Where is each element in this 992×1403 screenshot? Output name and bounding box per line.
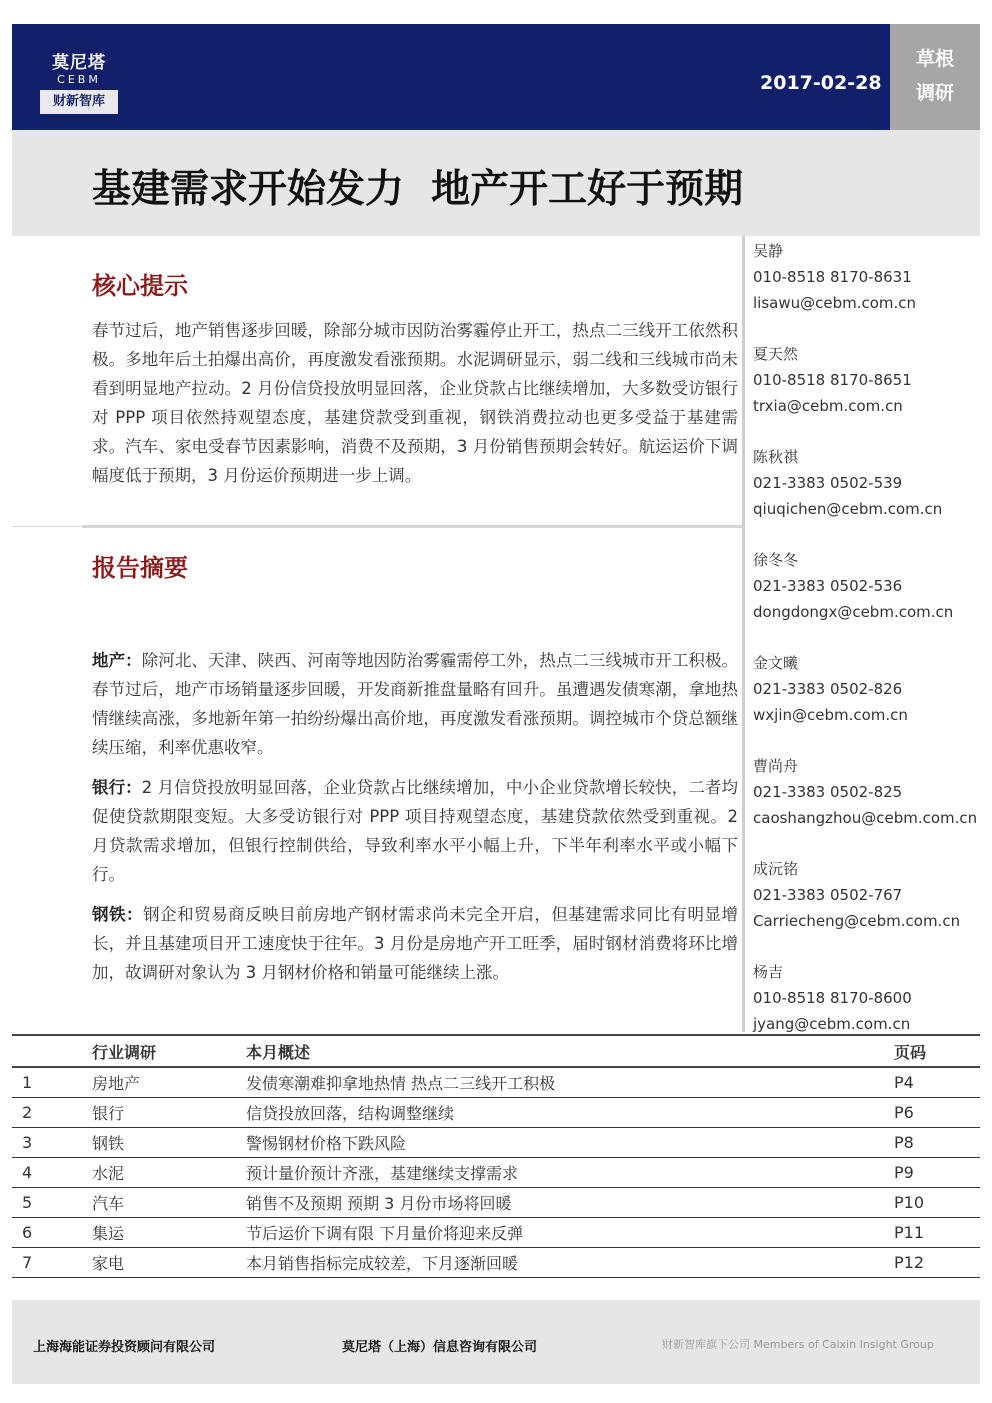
analyst-list	[753, 238, 983, 1062]
analyst-entry	[753, 547, 983, 625]
analyst-entry	[753, 753, 983, 831]
cell-page[interactable]: P12	[894, 1247, 980, 1277]
report-date: 2017-02-28	[760, 72, 882, 94]
cell-index: 5	[12, 1187, 92, 1217]
logo-cn-text: 莫尼塔	[52, 53, 106, 73]
footer-company-2: 莫尼塔（上海）信息咨询有限公司	[342, 1340, 538, 1355]
cell-index: 1	[12, 1067, 92, 1097]
summary-sep: ：	[125, 778, 142, 797]
cell-industry: 房地产	[92, 1067, 246, 1097]
cell-summary: 发债寒潮难抑拿地热情 热点二三线开工积极	[246, 1067, 894, 1097]
summary-item-property	[92, 646, 738, 762]
summary-text: 2 月信贷投放明显回落，企业贷款占比继续增加，中小企业贷款增长较快，二者均促使贷款期限变短。大多受访银行对 PPP 项目持观望态度，基建贷款依然受到重视。2 月贷款需求增加，但银行控制供给，导致利率水平小幅上升，下半年利率水平或小幅下行。	[92, 778, 739, 884]
analyst-name: 徐冬冬	[753, 551, 799, 569]
footer-company-1: 上海海能证券投资顾问有限公司	[33, 1340, 216, 1355]
summary-sep: ：	[126, 905, 144, 924]
analyst-phone: 010-8518 8170-8631	[753, 268, 912, 286]
analyst-email[interactable]: wxjin@cebm.com.cn	[753, 706, 908, 724]
core-heading: 核心提示	[92, 272, 188, 300]
table-row[interactable]	[12, 1127, 980, 1157]
cell-index: 2	[12, 1097, 92, 1127]
column-divider	[742, 236, 745, 1032]
analyst-name: 吴静	[753, 242, 784, 260]
summary-text: 钢企和贸易商反映目前房地产钢材需求尚未完全开启，但基建需求同比有明显增长，并且基建项目开工速度快于往年。3 月份是房地产开工旺季，届时钢材消费将环比增加，故调研对象认为 3 月钢材价格和销量可能继续上涨。	[92, 905, 739, 982]
summary-item-bank	[92, 773, 738, 889]
tag-line-1: 草根	[915, 48, 954, 70]
cell-industry: 家电	[92, 1247, 246, 1277]
analyst-entry	[753, 856, 983, 934]
col-header-page: 页码	[894, 1035, 980, 1067]
col-header-industry: 行业调研	[92, 1035, 246, 1067]
cell-summary: 警惕钢材价格下跌风险	[246, 1127, 894, 1157]
report-title: 基建需求开始发力 地产开工好于预期	[92, 167, 744, 212]
table-row[interactable]	[12, 1157, 980, 1187]
analyst-entry	[753, 650, 983, 728]
summary-item-steel	[92, 900, 738, 987]
analyst-name: 杨吉	[753, 963, 784, 981]
analyst-name: 陈秋祺	[753, 448, 799, 466]
analyst-entry	[753, 444, 983, 522]
summary-heading: 报告摘要	[92, 554, 188, 582]
col-header-index	[12, 1035, 92, 1067]
table-row[interactable]	[12, 1187, 980, 1217]
summary-text: 除河北、天津、陕西、河南等地因防治雾霾需停工外，热点二三线城市开工积极。春节过后，地产市场销量逐步回暖，开发商新推盘量略有回升。虽遭遇发债寒潮，拿地热情继续高涨，多地新年第一拍纷纷爆出高价地，再度激发看涨预期。调控城市个贷总额继续压缩，利率优惠收窄。	[92, 651, 739, 757]
cell-page[interactable]: P4	[894, 1067, 980, 1097]
summary-sep: ：	[125, 651, 142, 670]
table-header-row	[12, 1035, 980, 1067]
table-row[interactable]	[12, 1097, 980, 1127]
tag-line-2: 调研	[915, 82, 954, 104]
cell-industry: 钢铁	[92, 1127, 246, 1157]
analyst-email[interactable]: trxia@cebm.com.cn	[753, 397, 903, 415]
analyst-phone: 010-8518 8170-8651	[753, 371, 912, 389]
analyst-entry	[753, 341, 983, 419]
analyst-email[interactable]: jyang@cebm.com.cn	[753, 1015, 911, 1033]
cell-industry: 银行	[92, 1097, 246, 1127]
cell-page[interactable]: P6	[894, 1097, 980, 1127]
logo-en-text: CEBM	[57, 73, 101, 86]
analyst-phone: 021-3383 0502-826	[753, 680, 903, 698]
section-divider	[82, 525, 742, 528]
table-row[interactable]	[12, 1247, 980, 1277]
cell-summary: 节后运价下调有限 下月量价将迎来反弹	[246, 1217, 894, 1247]
cell-index: 7	[12, 1247, 92, 1277]
core-text: 春节过后，地产销售逐步回暖，除部分城市因防治雾霾停止开工，热点二三线开工依然积极。多地年后土拍爆出高价，再度激发看涨预期。水泥调研显示，弱二线和三线城市尚未看到明显地产拉动。2 月份信贷投放明显回落，企业贷款占比继续增加，大多数受访银行对 PPP 项目依然持观望态度，基建贷款受到重视，钢铁消费拉动也更多受益于基建需求。汽车、家电受春节因素影响，消费不及预期，3 月份销售预期会转好。航运运价下调幅度低于预期，3 月份运价预期进一步上调。	[92, 321, 738, 485]
cell-summary: 本月销售指标完成较差，下月逐渐回暖	[246, 1247, 894, 1277]
analyst-email[interactable]: Carriecheng@cebm.com.cn	[753, 912, 961, 930]
cell-page[interactable]: P9	[894, 1157, 980, 1187]
company-logo	[40, 38, 118, 118]
logo-sub-text: 财新智库	[40, 90, 118, 114]
analyst-phone: 021-3383 0502-767	[753, 886, 903, 904]
analyst-entry	[753, 238, 983, 316]
report-type-tag	[890, 24, 980, 130]
industry-table	[12, 1034, 980, 1278]
cell-summary: 预计量价预计齐涨，基建继续支撑需求	[246, 1157, 894, 1187]
analyst-phone: 010-8518 8170-8600	[753, 989, 912, 1007]
col-header-summary: 本月概述	[246, 1035, 894, 1067]
section-divider-left	[12, 526, 82, 527]
analyst-entry	[753, 959, 983, 1037]
analyst-email[interactable]: caoshangzhou@cebm.com.cn	[753, 809, 978, 827]
cell-page[interactable]: P10	[894, 1187, 980, 1217]
cell-industry: 水泥	[92, 1157, 246, 1187]
table-row[interactable]	[12, 1067, 980, 1097]
analyst-name: 曹尚舟	[753, 757, 799, 775]
table-row[interactable]	[12, 1217, 980, 1247]
cell-index: 4	[12, 1157, 92, 1187]
header-band	[12, 24, 890, 130]
cell-page[interactable]: P8	[894, 1127, 980, 1157]
cell-index: 3	[12, 1127, 92, 1157]
summary-label: 地产	[92, 651, 126, 670]
analyst-email[interactable]: lisawu@cebm.com.cn	[753, 294, 917, 312]
analyst-name: 成沅铭	[753, 860, 799, 878]
analyst-phone: 021-3383 0502-825	[753, 783, 903, 801]
footer-note: 财新智库旗下公司 Members of Caixin Insight Group	[662, 1338, 934, 1351]
cell-summary: 销售不及预期 预期 3 月份市场将回暖	[246, 1187, 894, 1217]
cell-industry: 汽车	[92, 1187, 246, 1217]
cell-page[interactable]: P11	[894, 1217, 980, 1247]
cell-summary: 信贷投放回落，结构调整继续	[246, 1097, 894, 1127]
analyst-email[interactable]: qiuqichen@cebm.com.cn	[753, 500, 943, 518]
cell-industry: 集运	[92, 1217, 246, 1247]
analyst-name: 金文曦	[753, 654, 799, 672]
cell-index: 6	[12, 1217, 92, 1247]
summary-label: 钢铁	[92, 905, 127, 924]
analyst-email[interactable]: dongdongx@cebm.com.cn	[753, 603, 954, 621]
analyst-phone: 021-3383 0502-536	[753, 577, 903, 595]
summary-label: 银行	[92, 778, 126, 797]
analyst-phone: 021-3383 0502-539	[753, 474, 903, 492]
analyst-name: 夏天然	[753, 345, 799, 363]
